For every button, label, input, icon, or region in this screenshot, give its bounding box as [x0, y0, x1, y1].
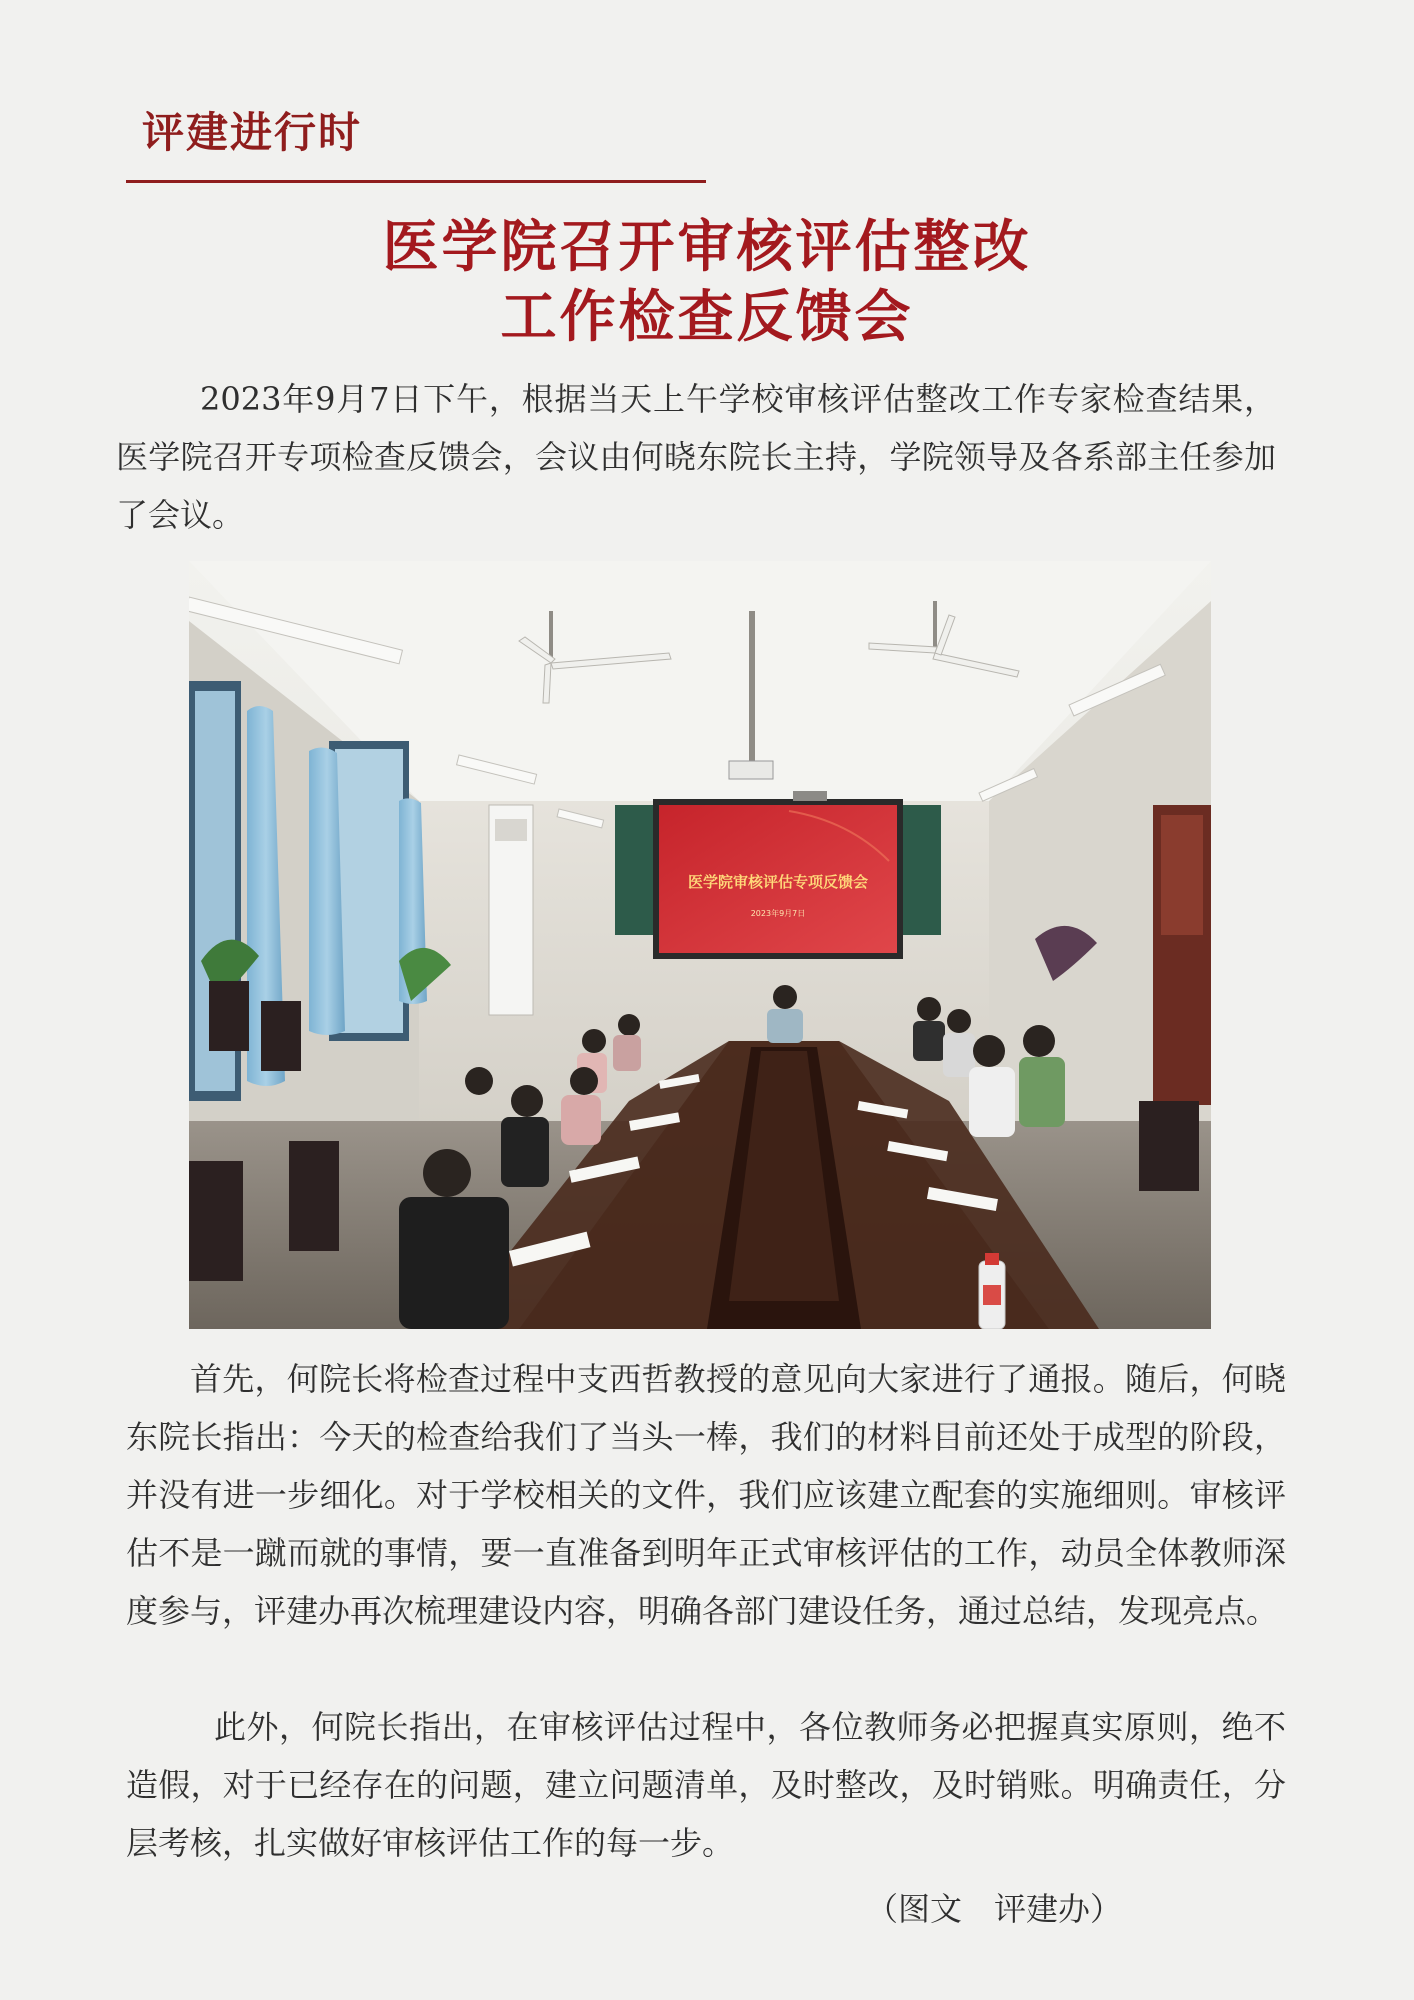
- headline-line-2: 工作检查反馈会: [500, 284, 914, 350]
- section-divider: [126, 180, 706, 183]
- headline-line-1: 医学院召开审核评估整改: [382, 214, 1032, 280]
- slide-title: 医学院审核评估专项反馈会: [687, 873, 869, 891]
- article-headline: [0, 212, 1414, 352]
- lead-paragraph: 2023年9月7日下午，根据当天上午学校审核评估整改工作专家检查结果，医学院召开专项检查反馈会，会议由何晓东院长主持，学院领导及各系部主任参加了会议。: [116, 380, 1276, 534]
- body-paragraph-2: 此外，何院长指出，在审核评估过程中，各位教师务必把握真实原则，绝不造假，对于已经存在的问题，建立问题清单，及时整改，及时销账。明确责任，分层考核，扎实做好审核评估工作的每一步。: [126, 1708, 1286, 1862]
- body-paragraph-1: 首先，何院长将检查过程中支西哲教授的意见向大家进行了通报。随后，何晓东院长指出：今天的检查给我们了当头一棒，我们的材料目前还处于成型的阶段，并没有进一步细化。对于学校相关的文件，我们应该建立配套的实施细则。审核评估不是一蹴而就的事情，要一直准备到明年正式审核评估的工作，动员全体教师深度参与，评建办再次梳理建设内容，明确各部门建设任务，通过总结，发现亮点。: [126, 1360, 1286, 1630]
- photo-credit: （图文 评建办）: [866, 1890, 1123, 1928]
- meeting-photo-illustration: [189, 561, 1211, 1329]
- meeting-photo: [189, 561, 1211, 1329]
- slide-date: 2023年9月7日: [750, 909, 806, 918]
- section-header: 评建进行时: [142, 108, 363, 157]
